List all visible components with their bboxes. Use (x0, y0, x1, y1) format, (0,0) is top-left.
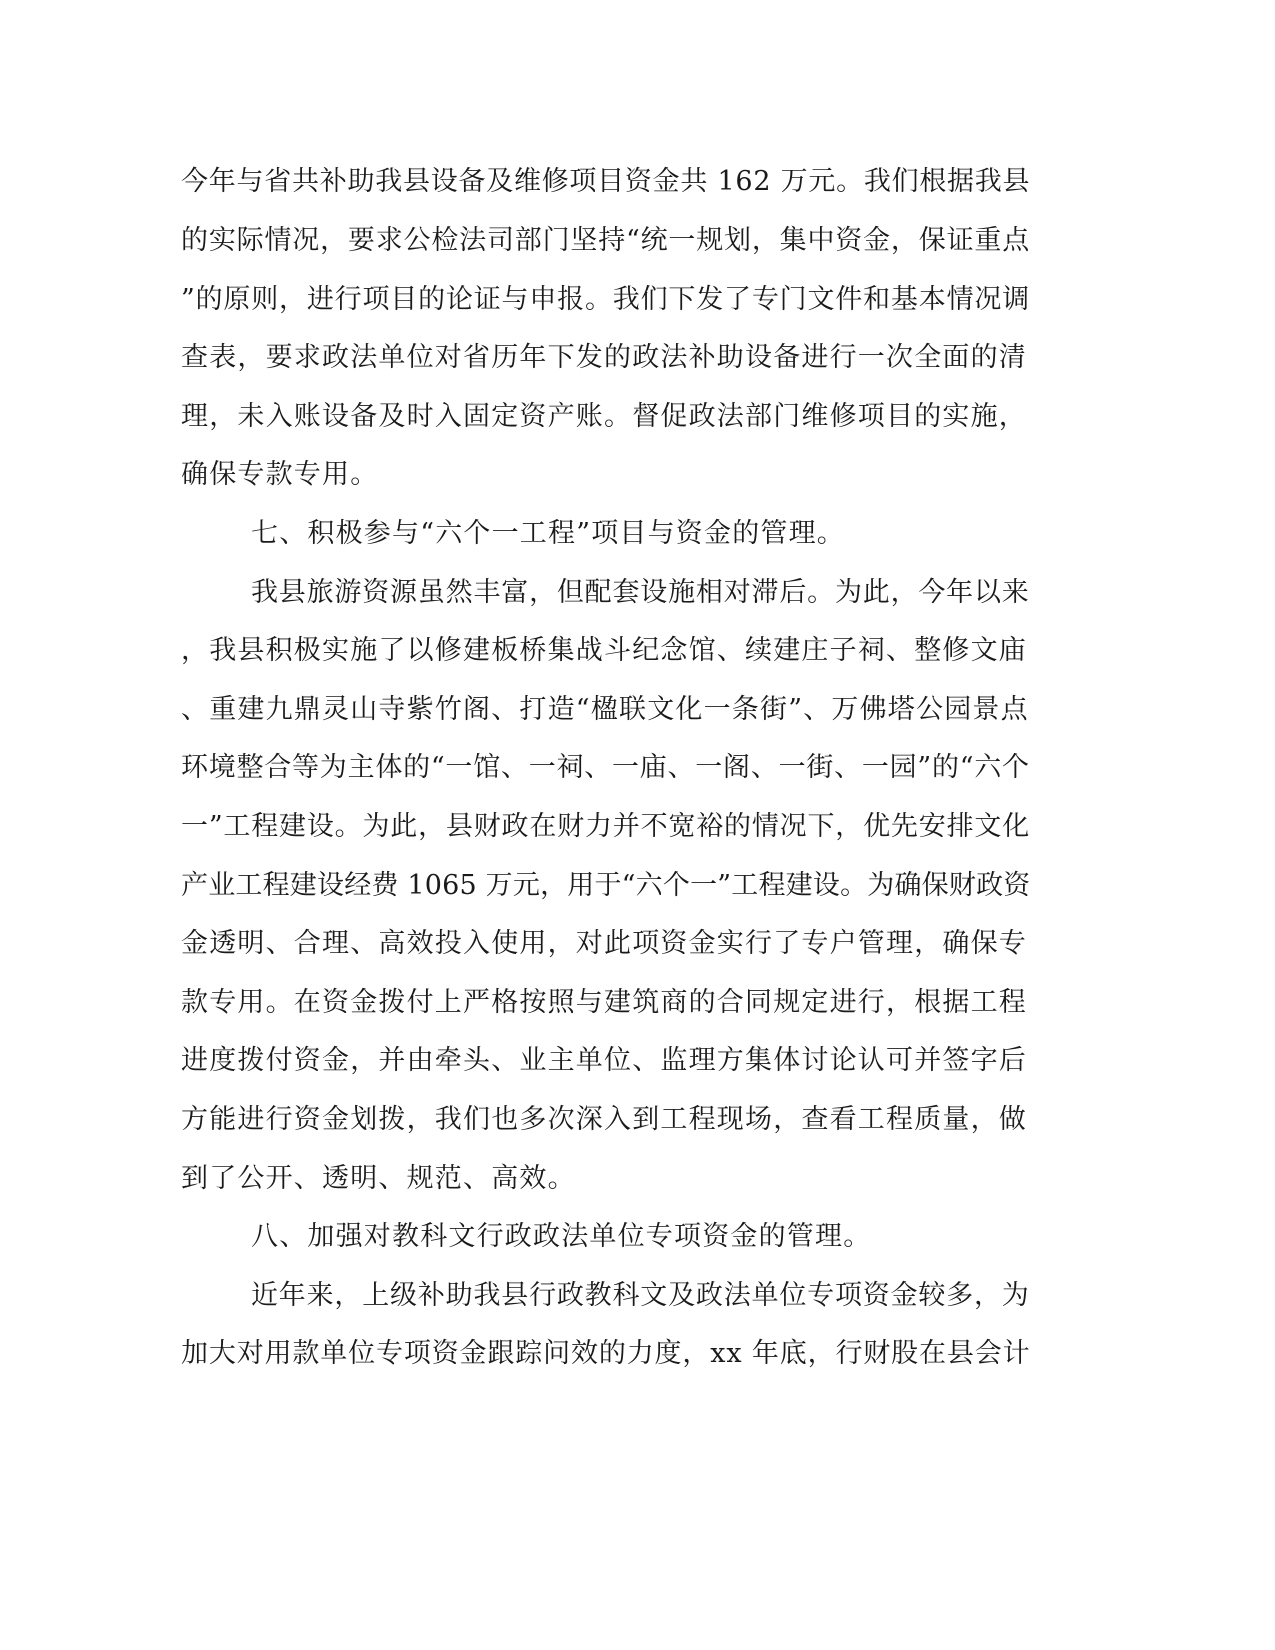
text-line: 我县旅游资源虽然丰富，但配套设施相对滞后。为此，今年以来 (251, 577, 1030, 608)
text-line: 的实际情况，要求公检法司部门坚持“统一规划，集中资金，保证重点 (181, 225, 1031, 256)
text-line: 近年来，上级补助我县行政教科文及政法单位专项资金较多，为 (251, 1280, 1030, 1311)
text-line: ”的原则，进行项目的论证与申报。我们下发了专门文件和基本情况调 (181, 284, 1031, 315)
text-line: 一”工程建设。为此，县财政在财力并不宽裕的情况下，优先安排文化 (181, 811, 1031, 842)
text-line: 方能进行资金划拨，我们也多次深入到工程现场，查看工程质量，做 (181, 1104, 1027, 1135)
text-line: 、重建九鼎灵山寺紫竹阁、打造“楹联文化一条街”、万佛塔公园景点 (181, 694, 1029, 725)
text-line: 进度拨付资金，并由牵头、业主单位、监理方集体讨论认可并签字后 (181, 1045, 1027, 1076)
text-line: 确保专款专用。 (181, 459, 379, 490)
text-line: 金透明、合理、高效投入使用，对此项资金实行了专户管理，确保专 (181, 928, 1027, 959)
text-line: 理，未入账设备及时入固定资产账。督促政法部门维修项目的实施， (181, 401, 1027, 432)
text-line: 款专用。在资金拨付上严格按照与建筑商的合同规定进行，根据工程 (181, 987, 1027, 1018)
text-line: 到了公开、透明、规范、高效。 (181, 1163, 576, 1194)
text-line: ，我县积极实施了以修建板桥集战斗纪念馆、续建庄子祠、整修文庙 (181, 635, 1027, 666)
text-line: 加大对用款单位专项资金跟踪问效的力度，xx 年底，行财股在县会计 (181, 1338, 1031, 1369)
text-line: 产业工程建设经费 1065 万元，用于“六个一”工程建设。为确保财政资 (181, 870, 1031, 901)
section-heading: 七、积极参与“六个一工程”项目与资金的管理。 (251, 518, 846, 549)
text-line: 环境整合等为主体的“一馆、一祠、一庙、一阁、一街、一园”的“六个 (181, 752, 1030, 783)
text-line: 今年与省共补助我县设备及维修项目资金共 162 万元。我们根据我县 (181, 166, 1031, 197)
text-line: 查表，要求政法单位对省历年下发的政法补助设备进行一次全面的清 (181, 342, 1027, 373)
section-heading: 八、加强对教科文行政政法单位专项资金的管理。 (251, 1221, 872, 1252)
